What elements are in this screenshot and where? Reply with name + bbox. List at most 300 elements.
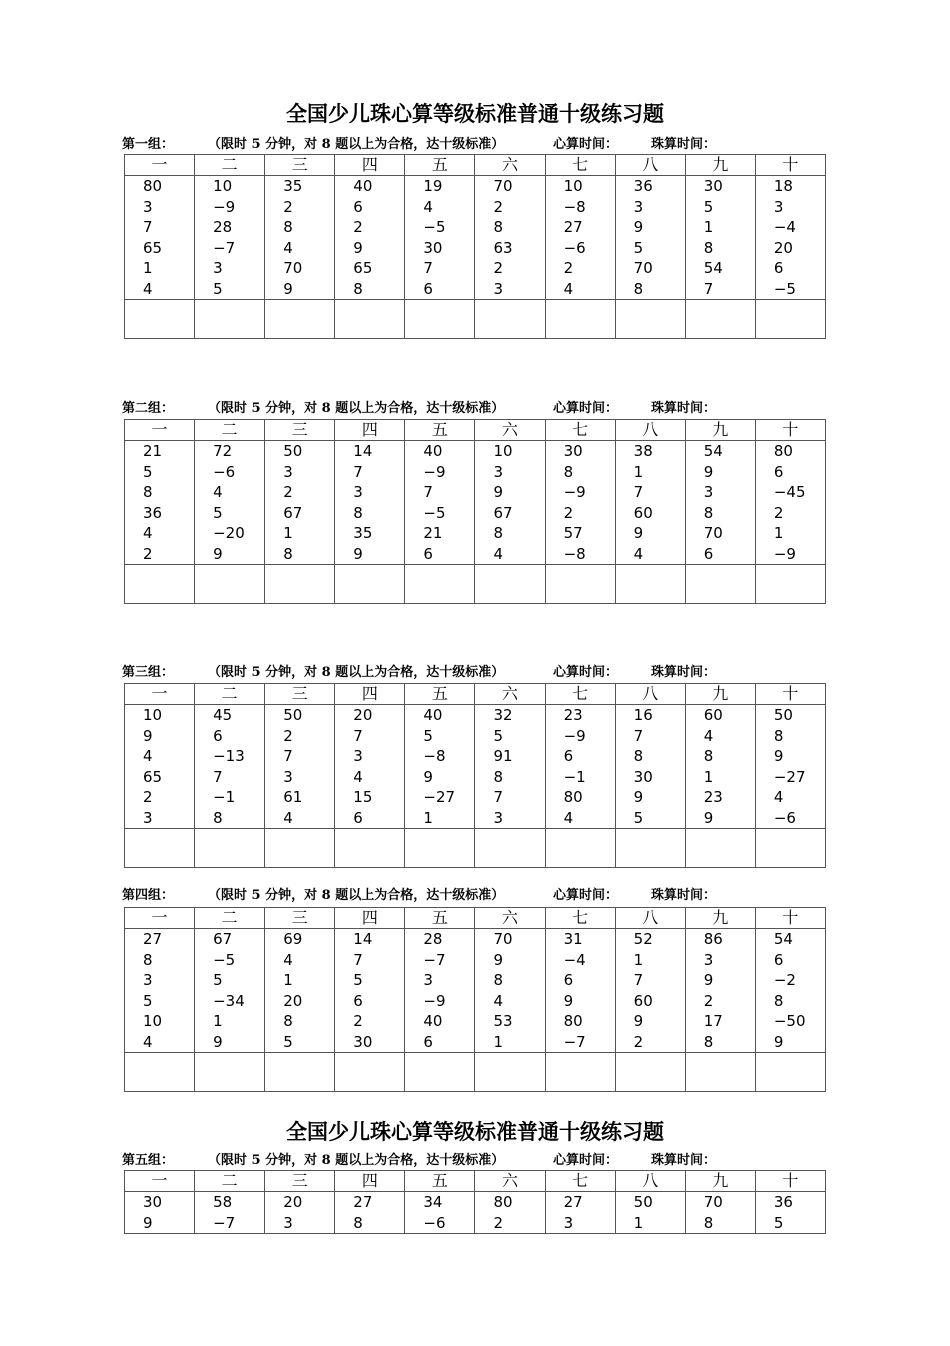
column-header: 五 — [405, 1171, 475, 1192]
problem-column — [195, 929, 265, 1053]
problem-number: 80 — [493, 1193, 513, 1211]
problem-number: 8 — [143, 950, 153, 969]
problem-number: 9 — [773, 747, 784, 765]
problem-number: 9 — [633, 788, 644, 806]
abacus-time-label: 珠算时间： — [651, 401, 717, 416]
problem-number: 70 — [493, 177, 513, 195]
problem-number: −50 — [773, 1012, 806, 1030]
problem-number: 7 — [353, 462, 363, 481]
answer-cell[interactable] — [755, 565, 825, 604]
problem-number: 2 — [143, 788, 153, 806]
problem-number: 1 — [633, 950, 644, 969]
problem-number: 8 — [353, 279, 363, 298]
problem-column — [755, 929, 825, 1053]
problem-number: 5 — [633, 808, 644, 827]
answer-cell[interactable] — [405, 300, 475, 339]
column-header: 六 — [475, 420, 545, 441]
problem-number: 8 — [773, 991, 784, 1010]
problem-number: 6 — [423, 279, 433, 298]
column-header: 三 — [265, 908, 335, 929]
column-header: 四 — [335, 684, 405, 705]
column-header: 九 — [685, 1171, 755, 1192]
column-header: 六 — [475, 684, 545, 705]
problem-number: 2 — [353, 1012, 363, 1030]
problem-number: 6 — [703, 544, 714, 563]
problem-column — [195, 705, 265, 829]
problem-column — [545, 929, 615, 1053]
problem-number: −5 — [773, 279, 796, 298]
problem-number: 70 — [493, 930, 513, 948]
problem-number: 5 — [283, 1032, 293, 1051]
column-header: 八 — [615, 420, 685, 441]
problem-number: −9 — [563, 726, 586, 745]
problem-number: 21 — [423, 524, 443, 542]
problem-number: 53 — [493, 1012, 513, 1030]
column-header: 七 — [545, 684, 615, 705]
problem-number: 10 — [213, 177, 233, 195]
answer-cell[interactable] — [265, 565, 335, 604]
problem-number: 8 — [493, 524, 504, 542]
problem-number: 7 — [703, 279, 714, 298]
problem-number: 1 — [423, 808, 433, 827]
column-header: 六 — [475, 908, 545, 929]
problem-column — [405, 176, 475, 300]
problem-number: 4 — [213, 483, 223, 501]
problem-number: 9 — [423, 767, 433, 786]
problem-column — [405, 441, 475, 565]
problem-column — [265, 705, 335, 829]
problem-number: −6 — [563, 238, 586, 257]
problem-number: 31 — [563, 930, 583, 948]
problem-number: 54 — [773, 930, 793, 948]
problem-number: −4 — [773, 218, 796, 236]
column-header: 五 — [405, 420, 475, 441]
problem-column — [475, 176, 545, 300]
problem-number: 7 — [423, 259, 433, 277]
problem-number: 8 — [353, 503, 363, 522]
problem-number: 34 — [423, 1193, 443, 1211]
problem-column — [405, 705, 475, 829]
answer-cell[interactable] — [755, 300, 825, 339]
column-header: 七 — [545, 1171, 615, 1192]
problem-number: 6 — [353, 991, 363, 1010]
problem-number: 30 — [143, 1193, 163, 1211]
problem-number: 23 — [563, 706, 583, 724]
problem-number: 3 — [143, 808, 153, 827]
answer-cell[interactable] — [615, 1053, 685, 1092]
group-label: 第三组： — [122, 665, 175, 680]
answer-cell[interactable] — [475, 1053, 545, 1092]
problem-number: 6 — [773, 462, 784, 481]
answer-cell[interactable] — [405, 829, 475, 868]
problem-number: 8 — [283, 1012, 293, 1030]
column-header: 四 — [335, 420, 405, 441]
answer-cell[interactable] — [615, 565, 685, 604]
answer-cell[interactable] — [125, 300, 195, 339]
answer-cell[interactable] — [545, 300, 615, 339]
problem-number: 67 — [213, 930, 233, 948]
exercise-table — [124, 419, 826, 604]
problem-number: 23 — [703, 788, 723, 806]
problem-column — [405, 929, 475, 1053]
answer-cell[interactable] — [195, 1053, 265, 1092]
problem-number: 80 — [563, 1012, 583, 1030]
problem-number: 36 — [143, 503, 163, 522]
problem-number: 50 — [283, 442, 303, 460]
problem-number: −5 — [423, 503, 446, 522]
problem-number: 2 — [493, 259, 504, 277]
problem-number: 61 — [283, 788, 303, 806]
answer-cell[interactable] — [405, 565, 475, 604]
problem-number: 15 — [353, 788, 373, 806]
exercise-table — [124, 1170, 826, 1234]
problem-number: 30 — [563, 442, 583, 460]
answer-cell[interactable] — [195, 300, 265, 339]
problem-number: 72 — [213, 442, 233, 460]
problem-number: 1 — [633, 1213, 644, 1232]
problem-number: 70 — [283, 259, 303, 277]
problem-number: 9 — [493, 950, 504, 969]
problem-number: −6 — [773, 808, 796, 827]
problem-number: 54 — [703, 259, 723, 277]
problem-number: 4 — [633, 544, 644, 563]
column-header: 二 — [195, 684, 265, 705]
problem-number: 8 — [493, 218, 504, 236]
problem-column — [265, 441, 335, 565]
problem-number: 1 — [283, 971, 293, 989]
problem-number: 20 — [283, 991, 303, 1010]
problem-column — [335, 176, 405, 300]
problem-number: −5 — [423, 218, 446, 236]
problem-column — [685, 176, 755, 300]
problem-column — [195, 1192, 265, 1234]
problem-number: 1 — [493, 1032, 504, 1051]
problem-number: 7 — [423, 483, 433, 501]
problem-number: 27 — [143, 930, 163, 948]
answer-cell[interactable] — [475, 300, 545, 339]
problem-number: 4 — [773, 788, 784, 806]
problem-number: 1 — [283, 524, 293, 542]
problem-number: 3 — [353, 747, 363, 765]
answer-cell[interactable] — [685, 565, 755, 604]
problem-number: 8 — [703, 1032, 714, 1051]
problem-number: 28 — [423, 930, 443, 948]
problem-number: 67 — [283, 503, 303, 522]
group-label: 第四组： — [122, 888, 175, 903]
problem-number: 8 — [633, 747, 644, 765]
problem-number: 19 — [423, 177, 443, 195]
problem-number: −9 — [563, 483, 586, 501]
problem-number: 5 — [423, 726, 433, 745]
problem-number: −9 — [773, 544, 796, 563]
problem-column — [335, 1192, 405, 1234]
problem-number: 9 — [143, 726, 153, 745]
problem-number: 2 — [353, 218, 363, 236]
problem-number: 6 — [353, 197, 363, 216]
problem-number: 9 — [213, 544, 223, 563]
problem-number: −1 — [213, 788, 236, 806]
problem-number: 3 — [703, 950, 714, 969]
column-header: 六 — [475, 155, 545, 176]
problem-number: 1 — [703, 218, 714, 236]
problem-number: 8 — [703, 747, 714, 765]
problem-number: 30 — [633, 767, 653, 786]
problem-number: 70 — [633, 259, 653, 277]
problem-number: 50 — [773, 706, 793, 724]
problem-number: 45 — [213, 706, 233, 724]
answer-cell[interactable] — [615, 300, 685, 339]
answer-cell[interactable] — [335, 565, 405, 604]
problem-column — [615, 705, 685, 829]
problem-column — [195, 441, 265, 565]
problem-number: 9 — [353, 238, 363, 257]
problem-column — [685, 929, 755, 1053]
exercise-table — [124, 907, 826, 1092]
problem-number: 65 — [143, 767, 163, 786]
column-header: 七 — [545, 155, 615, 176]
answer-cell[interactable] — [265, 829, 335, 868]
problem-column — [125, 929, 195, 1053]
column-header: 四 — [335, 155, 405, 176]
answer-cell[interactable] — [685, 300, 755, 339]
problem-number: 8 — [493, 767, 504, 786]
problem-number: 80 — [143, 177, 163, 195]
problem-number: 30 — [703, 177, 723, 195]
column-header: 九 — [685, 908, 755, 929]
problem-number: 6 — [773, 950, 784, 969]
problem-column — [195, 176, 265, 300]
problem-number: 40 — [353, 177, 373, 195]
problem-number: 3 — [493, 279, 504, 298]
abacus-time-label: 珠算时间： — [651, 888, 717, 903]
group-rule-text: （限时 5 分钟，对 8 题以上为合格，达十级标准） — [208, 1153, 505, 1168]
problem-number: 10 — [563, 177, 583, 195]
problem-number: 7 — [633, 726, 644, 745]
problem-number: 9 — [703, 462, 714, 481]
problem-column — [545, 1192, 615, 1234]
problem-number: 8 — [283, 544, 293, 563]
column-header: 十 — [755, 155, 825, 176]
problem-number: 9 — [283, 279, 293, 298]
problem-number: 40 — [423, 1012, 443, 1030]
problem-number: 6 — [213, 726, 223, 745]
problem-number: 8 — [703, 1213, 714, 1232]
problem-number: −8 — [423, 747, 446, 765]
column-header: 八 — [615, 1171, 685, 1192]
problem-number: −27 — [423, 788, 456, 806]
problem-number: 3 — [213, 259, 223, 277]
problem-number: 5 — [703, 197, 714, 216]
problem-number: 3 — [283, 767, 293, 786]
problem-number: 60 — [703, 706, 723, 724]
problem-number: 9 — [493, 483, 504, 501]
answer-cell[interactable] — [475, 565, 545, 604]
problem-column — [755, 705, 825, 829]
problem-number: 65 — [353, 259, 373, 277]
column-header: 一 — [125, 908, 195, 929]
problem-column — [125, 705, 195, 829]
problem-number: 8 — [703, 238, 714, 257]
problem-number: 36 — [773, 1193, 793, 1211]
answer-cell[interactable] — [545, 565, 615, 604]
problem-number: −45 — [773, 483, 806, 501]
problem-number: 3 — [493, 462, 504, 481]
problem-number: 4 — [283, 238, 293, 257]
problem-column — [755, 1192, 825, 1234]
problem-number: 20 — [773, 238, 793, 257]
problem-number: 7 — [633, 483, 644, 501]
answer-cell[interactable] — [615, 829, 685, 868]
column-header: 七 — [545, 420, 615, 441]
problem-number: 69 — [283, 930, 303, 948]
problem-number: 5 — [633, 238, 644, 257]
problem-number: 3 — [423, 971, 433, 989]
problem-number: 9 — [633, 218, 644, 236]
answer-cell[interactable] — [545, 829, 615, 868]
problem-number: 2 — [283, 726, 293, 745]
answer-cell[interactable] — [125, 1053, 195, 1092]
answer-cell[interactable] — [545, 1053, 615, 1092]
problem-number: 6 — [773, 259, 784, 277]
answer-cell[interactable] — [265, 300, 335, 339]
problem-number: 58 — [213, 1193, 233, 1211]
problem-number: 8 — [633, 279, 644, 298]
problem-column — [685, 1192, 755, 1234]
problem-column — [475, 929, 545, 1053]
problem-number: 50 — [283, 706, 303, 724]
answer-cell[interactable] — [125, 829, 195, 868]
column-header: 三 — [265, 155, 335, 176]
mental-time-label: 心算时间： — [553, 401, 619, 416]
problem-number: 2 — [773, 503, 784, 522]
mental-time-label: 心算时间： — [553, 888, 619, 903]
problem-number: 9 — [633, 1012, 644, 1030]
problem-number: 2 — [563, 259, 574, 277]
answer-cell[interactable] — [335, 1053, 405, 1092]
problem-number: 7 — [353, 726, 363, 745]
problem-number: 5 — [773, 1213, 784, 1232]
group-rule-text: （限时 5 分钟，对 8 题以上为合格，达十级标准） — [208, 137, 505, 152]
answer-cell[interactable] — [195, 565, 265, 604]
problem-column — [125, 176, 195, 300]
problem-number: 2 — [283, 197, 293, 216]
group-header — [122, 665, 716, 681]
problem-number: 2 — [283, 483, 293, 501]
problem-column — [125, 1192, 195, 1234]
column-header: 三 — [265, 684, 335, 705]
answer-cell[interactable] — [755, 829, 825, 868]
problem-number: 3 — [283, 1213, 293, 1232]
problem-number: −8 — [563, 197, 586, 216]
answer-cell[interactable] — [125, 565, 195, 604]
problem-column — [545, 705, 615, 829]
problem-number: 70 — [703, 1193, 723, 1211]
problem-column — [475, 1192, 545, 1234]
problem-number: 7 — [633, 971, 644, 989]
problem-number: 4 — [703, 726, 714, 745]
problem-number: 7 — [493, 788, 504, 806]
problem-number: 5 — [213, 279, 223, 298]
group-label: 第五组： — [122, 1153, 175, 1168]
problem-number: −13 — [213, 747, 245, 765]
problem-number: 9 — [213, 1032, 223, 1051]
problem-number: −6 — [213, 462, 236, 481]
column-header: 十 — [755, 684, 825, 705]
page-title-repeat: 全国少儿珠心算等级标准普通十级练习题 — [286, 1119, 664, 1144]
problem-column — [335, 705, 405, 829]
problem-number: 27 — [353, 1193, 373, 1211]
problem-number: 5 — [213, 503, 223, 522]
answer-cell[interactable] — [475, 829, 545, 868]
problem-column — [475, 441, 545, 565]
problem-number: 4 — [353, 767, 363, 786]
problem-number: 30 — [353, 1032, 373, 1051]
problem-number: 2 — [143, 544, 153, 563]
problem-number: 30 — [423, 238, 443, 257]
problem-number: 5 — [143, 462, 153, 481]
problem-number: 60 — [633, 991, 653, 1010]
column-header: 五 — [405, 684, 475, 705]
problem-number: 70 — [703, 524, 723, 542]
exercise-table — [124, 154, 826, 339]
problem-number: 2 — [493, 197, 504, 216]
problem-number: 5 — [143, 991, 153, 1010]
group-header — [122, 1153, 716, 1169]
problem-number: 18 — [773, 177, 793, 195]
problem-number: 2 — [633, 1032, 644, 1051]
problem-number: 21 — [143, 442, 163, 460]
problem-number: 14 — [353, 442, 373, 460]
answer-cell[interactable] — [685, 1053, 755, 1092]
exercise-table — [124, 683, 826, 868]
answer-cell[interactable] — [685, 829, 755, 868]
mental-time-label: 心算时间： — [553, 137, 619, 152]
problem-number: 38 — [633, 442, 653, 460]
problem-number: −9 — [423, 462, 446, 481]
answer-cell[interactable] — [335, 829, 405, 868]
problem-number: 52 — [633, 930, 653, 948]
problem-number: 4 — [283, 950, 293, 969]
problem-number: 7 — [353, 950, 363, 969]
problem-number: −7 — [563, 1032, 586, 1051]
answer-cell[interactable] — [405, 1053, 475, 1092]
problem-number: 3 — [563, 1213, 574, 1232]
problem-number: 8 — [563, 462, 574, 481]
group-rule-text: （限时 5 分钟，对 8 题以上为合格，达十级标准） — [208, 888, 505, 903]
mental-time-label: 心算时间： — [553, 665, 619, 680]
problem-number: 9 — [563, 991, 574, 1010]
column-header: 二 — [195, 908, 265, 929]
problem-number: 65 — [143, 238, 163, 257]
problem-number: 6 — [353, 808, 363, 827]
problem-number: 16 — [633, 706, 653, 724]
problem-number: 60 — [633, 503, 653, 522]
answer-cell[interactable] — [195, 829, 265, 868]
problem-number: 4 — [143, 279, 153, 298]
problem-number: 8 — [283, 218, 293, 236]
problem-number: 4 — [493, 544, 504, 563]
answer-cell[interactable] — [755, 1053, 825, 1092]
problem-number: 1 — [703, 767, 714, 786]
problem-number: 3 — [633, 197, 644, 216]
problem-number: −7 — [423, 950, 446, 969]
problem-number: 7 — [143, 218, 153, 236]
problem-number: 1 — [773, 524, 784, 542]
problem-column — [755, 176, 825, 300]
answer-cell[interactable] — [265, 1053, 335, 1092]
answer-cell[interactable] — [335, 300, 405, 339]
problem-number: −4 — [563, 950, 586, 969]
